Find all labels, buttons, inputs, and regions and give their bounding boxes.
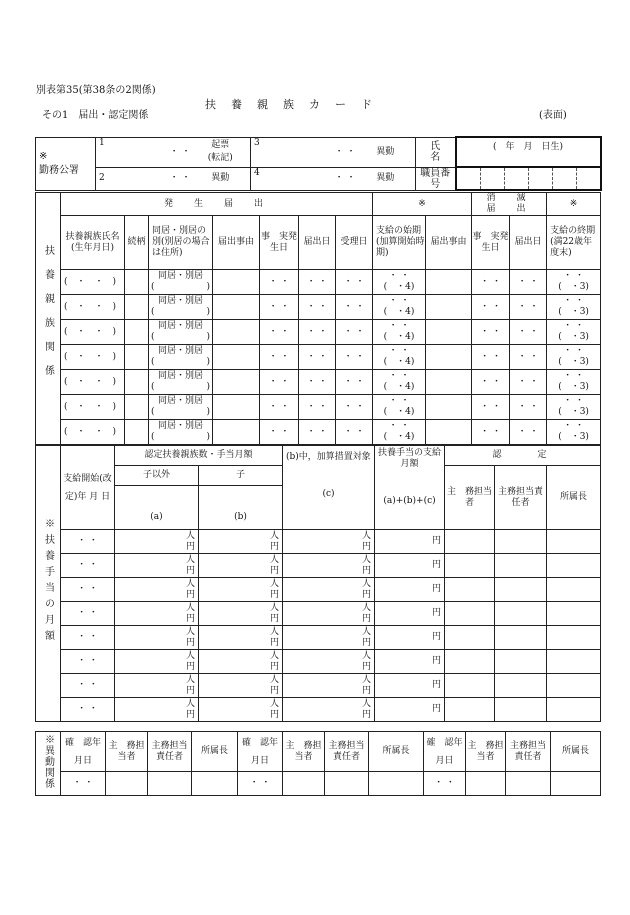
tanto-cell[interactable]: [445, 698, 495, 722]
reason-cell[interactable]: [213, 420, 260, 445]
cohabit-cell[interactable]: 同居・別居 ( ): [149, 370, 213, 395]
pay-start-cell[interactable]: ・ ・: [61, 650, 115, 674]
filed-date-cell[interactable]: ・ ・: [299, 420, 336, 445]
staff-number-label: 職員番号: [416, 167, 456, 190]
office-label: 勤務公署: [39, 164, 79, 176]
filed-date-2-cell[interactable]: ・ ・: [510, 420, 547, 445]
reason-2-cell[interactable]: [426, 320, 472, 345]
tanto-1-cell[interactable]: [106, 772, 148, 796]
col-chief-1: 所属長: [192, 732, 238, 772]
amount-c-cell[interactable]: 人 円: [283, 554, 375, 578]
amount-b-cell[interactable]: 人 円: [199, 698, 283, 722]
total-cell[interactable]: 円: [375, 602, 445, 626]
col-fact-date: 事 実発生日: [260, 216, 299, 270]
amount-b-cell[interactable]: 人 円: [199, 554, 283, 578]
tenki-label: (転記): [207, 153, 233, 163]
kakunin-date-1[interactable]: ・ ・: [61, 772, 106, 796]
kakunin-date-2[interactable]: ・ ・: [238, 772, 283, 796]
tanto-cell[interactable]: [445, 650, 495, 674]
filed-date-cell[interactable]: ・ ・: [299, 270, 336, 295]
chief-cell[interactable]: [547, 578, 601, 602]
cohabit-cell[interactable]: 同居・別居 ( ): [149, 345, 213, 370]
relation-cell[interactable]: [125, 270, 149, 295]
chief-cell[interactable]: [547, 602, 601, 626]
end-cell[interactable]: ・ ・ ( ・3): [547, 370, 601, 395]
col-sekinin-1: 主務担当責任者: [148, 732, 192, 772]
table-row: [36, 530, 601, 554]
sekinin-cell[interactable]: [495, 530, 547, 554]
col-filed-date: 届出日: [299, 216, 336, 270]
table-row: [36, 602, 601, 626]
col-child: 子: [199, 466, 283, 486]
change-vertical-label: ※異動関係: [36, 732, 61, 796]
pay-start-cell[interactable]: ・ ・: [61, 578, 115, 602]
kihyo-label: 起票: [211, 140, 230, 150]
total-cell[interactable]: 円: [375, 530, 445, 554]
col-relation: 続柄: [125, 216, 149, 270]
amount-a-cell[interactable]: 人 円: [115, 674, 199, 698]
fact-date-2-cell[interactable]: ・ ・: [472, 270, 510, 295]
amount-b-cell[interactable]: 人 円: [199, 602, 283, 626]
amount-a-cell[interactable]: 人 円: [115, 530, 199, 554]
col-cohabit: 同居・別居の別(別居の場合は住所): [149, 216, 213, 270]
received-date-cell[interactable]: ・ ・: [336, 270, 373, 295]
amount-a-cell[interactable]: 人 円: [115, 626, 199, 650]
filed-date-cell[interactable]: ・ ・: [299, 295, 336, 320]
table-row: [36, 698, 601, 722]
note-mark: ※: [39, 150, 48, 162]
start-cell[interactable]: ・ ・ ( ・4): [373, 345, 426, 370]
sekinin-cell[interactable]: [495, 554, 547, 578]
sekinin-cell[interactable]: [495, 626, 547, 650]
chief-2-cell[interactable]: [369, 772, 424, 796]
total-cell[interactable]: 円: [375, 698, 445, 722]
amount-a-cell[interactable]: 人 円: [115, 602, 199, 626]
reason-2-cell[interactable]: [426, 295, 472, 320]
sekinin-cell[interactable]: [495, 650, 547, 674]
pay-start-cell[interactable]: ・ ・: [61, 674, 115, 698]
col-dependent-count: 認定扶養親族数・手当月額: [115, 446, 283, 466]
staff-number-field[interactable]: [456, 167, 601, 190]
tanto-cell[interactable]: [445, 674, 495, 698]
top-info-table: [35, 136, 602, 191]
end-cell[interactable]: ・ ・ ( ・3): [547, 295, 601, 320]
dependent-name-cell[interactable]: ( ・ ・ ): [61, 320, 125, 345]
relation-cell[interactable]: [125, 420, 149, 445]
filed-date-2-cell[interactable]: ・ ・: [510, 320, 547, 345]
end-cell[interactable]: ・ ・ ( ・3): [547, 270, 601, 295]
amount-c-cell[interactable]: 人 円: [283, 530, 375, 554]
tanto-2-cell[interactable]: [283, 772, 325, 796]
cohabit-cell[interactable]: 同居・別居 ( ): [149, 270, 213, 295]
row4-date: ・ ・: [271, 167, 356, 190]
pay-start-cell[interactable]: ・ ・: [61, 554, 115, 578]
filed-date-cell[interactable]: ・ ・: [299, 370, 336, 395]
col-dependent-name: 扶養親族氏名(生年月日): [61, 216, 125, 270]
fact-date-cell[interactable]: ・ ・: [260, 345, 299, 370]
table-row: [36, 674, 601, 698]
amount-c-cell[interactable]: 人 円: [283, 602, 375, 626]
table-row: [36, 554, 601, 578]
name-field[interactable]: ( 年 月 日生): [456, 137, 601, 167]
table-row: [36, 345, 601, 370]
start-cell[interactable]: ・ ・ ( ・4): [373, 295, 426, 320]
cohabit-cell[interactable]: 同居・別居 ( ): [149, 395, 213, 420]
row2-number: 2: [96, 167, 116, 190]
col-start-period: 支給の始期(加算開始時期): [373, 216, 426, 270]
pay-start-cell[interactable]: ・ ・: [61, 602, 115, 626]
pay-start-cell[interactable]: ・ ・: [61, 698, 115, 722]
start-cell[interactable]: ・ ・ ( ・4): [373, 270, 426, 295]
fact-date-cell[interactable]: ・ ・: [260, 295, 299, 320]
row1-kihyo: [191, 137, 251, 167]
col-sekinin-3: 主務担当責任者: [506, 732, 551, 772]
relation-cell[interactable]: [125, 295, 149, 320]
amount-b-cell[interactable]: 人 円: [199, 578, 283, 602]
col-a: (a): [115, 486, 199, 530]
filed-date-2-cell[interactable]: ・ ・: [510, 370, 547, 395]
amount-a-cell[interactable]: 人 円: [115, 650, 199, 674]
fact-date-cell[interactable]: ・ ・: [260, 370, 299, 395]
row3-number: 3: [251, 137, 271, 167]
shometsu-header: 消 滅 届 出: [472, 193, 547, 216]
received-date-cell[interactable]: ・ ・: [336, 320, 373, 345]
allowance-table: [35, 445, 601, 722]
chief-cell[interactable]: [547, 674, 601, 698]
received-date-cell[interactable]: ・ ・: [336, 370, 373, 395]
row3-date: ・ ・: [271, 137, 356, 167]
filed-date-2-cell[interactable]: ・ ・: [510, 295, 547, 320]
dependent-name-cell[interactable]: ( ・ ・ ): [61, 370, 125, 395]
chief-cell[interactable]: [547, 698, 601, 722]
col-sekinin: 主務担当責任者: [495, 466, 547, 530]
fact-date-cell[interactable]: ・ ・: [260, 270, 299, 295]
table-row: [36, 626, 601, 650]
cohabit-cell[interactable]: 同居・別居 ( ): [149, 295, 213, 320]
col-tanto-2: 主 務担当者: [283, 732, 325, 772]
table-row: [36, 295, 601, 320]
row1-number: 1: [96, 137, 116, 167]
name-label: 氏 名: [416, 137, 456, 167]
fact-date-2-cell[interactable]: ・ ・: [472, 320, 510, 345]
amount-b-cell[interactable]: 人 円: [199, 530, 283, 554]
reason-2-cell[interactable]: [426, 370, 472, 395]
form-title: 扶 養 親 族 カ ー ド: [205, 98, 374, 111]
pay-start-cell[interactable]: ・ ・: [61, 626, 115, 650]
col-filed-date-2: 届出日: [510, 216, 547, 270]
tanto-cell[interactable]: [445, 602, 495, 626]
filed-date-2-cell[interactable]: ・ ・: [510, 270, 547, 295]
note-mark-2: ※: [547, 193, 601, 216]
table-row: [36, 650, 601, 674]
chief-cell[interactable]: [547, 650, 601, 674]
row2-date: ・ ・: [116, 167, 191, 190]
table-row: [36, 772, 601, 796]
amount-c-cell[interactable]: 人 円: [283, 626, 375, 650]
col-total: 扶養手当の支給月額 (a)+(b)+(c): [375, 446, 445, 530]
dependent-name-cell[interactable]: ( ・ ・ ): [61, 395, 125, 420]
chief-1-cell[interactable]: [192, 772, 238, 796]
hassei-header: 発 生 届 出: [61, 193, 373, 216]
col-kakunin-3: 確 認年月日: [424, 732, 466, 772]
col-kakunin-2: 確 認年月日: [238, 732, 283, 772]
dependent-name-cell[interactable]: ( ・ ・ ): [61, 345, 125, 370]
filed-date-2-cell[interactable]: ・ ・: [510, 345, 547, 370]
dependents-table: [35, 192, 601, 445]
reason-2-cell[interactable]: [426, 395, 472, 420]
reason-cell[interactable]: [213, 270, 260, 295]
col-kakunin-1: 確 認年月日: [61, 732, 106, 772]
table-row: [36, 370, 601, 395]
table-row: [36, 578, 601, 602]
reason-2-cell[interactable]: [426, 420, 472, 445]
amount-b-cell[interactable]: 人 円: [199, 674, 283, 698]
end-cell[interactable]: ・ ・ ( ・3): [547, 420, 601, 445]
allowance-vertical-label: ※扶養手当の月額: [36, 446, 61, 722]
col-addition: (b)中，加算措置対象 (c): [283, 446, 375, 530]
reason-cell[interactable]: [213, 295, 260, 320]
col-tanto: 主 務担当者: [445, 466, 495, 530]
reason-cell[interactable]: [213, 395, 260, 420]
amount-a-cell[interactable]: 人 円: [115, 554, 199, 578]
table-row: [36, 270, 601, 295]
amount-a-cell[interactable]: 人 円: [115, 578, 199, 602]
sekinin-cell[interactable]: [495, 698, 547, 722]
end-cell[interactable]: ・ ・ ( ・3): [547, 345, 601, 370]
fact-date-cell[interactable]: ・ ・: [260, 320, 299, 345]
table-row: [36, 420, 601, 445]
received-date-cell[interactable]: ・ ・: [336, 420, 373, 445]
end-cell[interactable]: ・ ・ ( ・3): [547, 320, 601, 345]
office-cell: [36, 137, 96, 190]
amount-c-cell[interactable]: 人 円: [283, 578, 375, 602]
pay-start-cell[interactable]: ・ ・: [61, 530, 115, 554]
relation-cell[interactable]: [125, 345, 149, 370]
chief-cell[interactable]: [547, 554, 601, 578]
fact-date-2-cell[interactable]: ・ ・: [472, 370, 510, 395]
filed-date-cell[interactable]: ・ ・: [299, 345, 336, 370]
end-cell[interactable]: ・ ・ ( ・3): [547, 395, 601, 420]
row1-date: ・ ・: [116, 137, 191, 167]
total-cell[interactable]: 円: [375, 578, 445, 602]
relation-cell[interactable]: [125, 395, 149, 420]
row2-idou: 異動: [191, 167, 251, 190]
start-cell[interactable]: ・ ・ ( ・4): [373, 395, 426, 420]
relation-cell[interactable]: [125, 320, 149, 345]
table-row: [36, 320, 601, 345]
side-label: (表面): [539, 110, 567, 121]
amount-b-cell[interactable]: 人 円: [199, 650, 283, 674]
total-cell[interactable]: 円: [375, 554, 445, 578]
amount-b-cell[interactable]: 人 円: [199, 626, 283, 650]
amount-c-cell[interactable]: 人 円: [283, 698, 375, 722]
start-cell[interactable]: ・ ・ ( ・4): [373, 320, 426, 345]
fact-date-2-cell[interactable]: ・ ・: [472, 345, 510, 370]
col-nintei: 認 定: [445, 446, 601, 466]
col-chief-3: 所属長: [551, 732, 601, 772]
col-reason-2: 届出事由: [426, 216, 472, 270]
col-end-period: 支給の終期(満22歳年度末): [547, 216, 601, 270]
tanto-cell[interactable]: [445, 554, 495, 578]
sekinin-1-cell[interactable]: [148, 772, 192, 796]
chief-cell[interactable]: [547, 626, 601, 650]
received-date-cell[interactable]: ・ ・: [336, 345, 373, 370]
sekinin-cell[interactable]: [495, 578, 547, 602]
form-subtitle: その1 届出・認定関係: [42, 110, 149, 121]
col-non-child: 子以外: [115, 466, 199, 486]
dependents-vertical-label: 扶養親族関係: [36, 193, 61, 445]
total-cell[interactable]: 円: [375, 650, 445, 674]
filed-date-cell[interactable]: ・ ・: [299, 395, 336, 420]
row4-number: 4: [251, 167, 271, 190]
col-chief-2: 所属長: [369, 732, 424, 772]
change-table: [35, 731, 601, 796]
reason-cell[interactable]: [213, 370, 260, 395]
filed-date-2-cell[interactable]: ・ ・: [510, 395, 547, 420]
received-date-cell[interactable]: ・ ・: [336, 295, 373, 320]
filed-date-cell[interactable]: ・ ・: [299, 320, 336, 345]
start-cell[interactable]: ・ ・ ( ・4): [373, 370, 426, 395]
dependent-name-cell[interactable]: ( ・ ・ ): [61, 420, 125, 445]
fact-date-cell[interactable]: ・ ・: [260, 420, 299, 445]
relation-cell[interactable]: [125, 370, 149, 395]
start-cell[interactable]: ・ ・ ( ・4): [373, 420, 426, 445]
kakunin-date-3[interactable]: ・ ・: [424, 772, 466, 796]
total-cell[interactable]: 円: [375, 674, 445, 698]
reason-2-cell[interactable]: [426, 270, 472, 295]
amount-c-cell[interactable]: 人 円: [283, 650, 375, 674]
amount-a-cell[interactable]: 人 円: [115, 698, 199, 722]
sekinin-cell[interactable]: [495, 602, 547, 626]
cohabit-cell[interactable]: 同居・別居 ( ): [149, 320, 213, 345]
reason-cell[interactable]: [213, 345, 260, 370]
table-row: [36, 395, 601, 420]
fact-date-2-cell[interactable]: ・ ・: [472, 295, 510, 320]
tanto-cell[interactable]: [445, 626, 495, 650]
sekinin-cell[interactable]: [495, 674, 547, 698]
chief-3-cell[interactable]: [551, 772, 601, 796]
col-pay-start: 支給開始(改定)年 月 日: [61, 446, 115, 530]
col-chief: 所属長: [547, 466, 601, 530]
fact-date-2-cell[interactable]: ・ ・: [472, 420, 510, 445]
col-sekinin-2: 主務担当責任者: [325, 732, 369, 772]
fact-date-cell[interactable]: ・ ・: [260, 395, 299, 420]
sekinin-3-cell[interactable]: [506, 772, 551, 796]
note-mark-1: ※: [373, 193, 472, 216]
tanto-cell[interactable]: [445, 578, 495, 602]
row4-idou: 異動: [356, 167, 416, 190]
tanto-3-cell[interactable]: [466, 772, 506, 796]
reason-2-cell[interactable]: [426, 345, 472, 370]
col-tanto-1: 主 務担当者: [106, 732, 148, 772]
fact-date-2-cell[interactable]: ・ ・: [472, 395, 510, 420]
amount-c-cell[interactable]: 人 円: [283, 674, 375, 698]
received-date-cell[interactable]: ・ ・: [336, 395, 373, 420]
total-cell[interactable]: 円: [375, 626, 445, 650]
sekinin-2-cell[interactable]: [325, 772, 369, 796]
col-fact-date-2: 事 実発生日: [472, 216, 510, 270]
reason-cell[interactable]: [213, 320, 260, 345]
col-reason: 届出事由: [213, 216, 260, 270]
tanto-cell[interactable]: [445, 530, 495, 554]
cohabit-cell[interactable]: 同居・別居 ( ): [149, 420, 213, 445]
col-tanto-3: 主 務担当者: [466, 732, 506, 772]
dependent-name-cell[interactable]: ( ・ ・ ): [61, 270, 125, 295]
appendix-label: 別表第35(第38条の2関係): [36, 85, 156, 96]
col-b: (b): [199, 486, 283, 530]
chief-cell[interactable]: [547, 530, 601, 554]
row3-idou: 異動: [356, 137, 416, 167]
dependent-name-cell[interactable]: ( ・ ・ ): [61, 295, 125, 320]
col-received-date: 受理日: [336, 216, 373, 270]
